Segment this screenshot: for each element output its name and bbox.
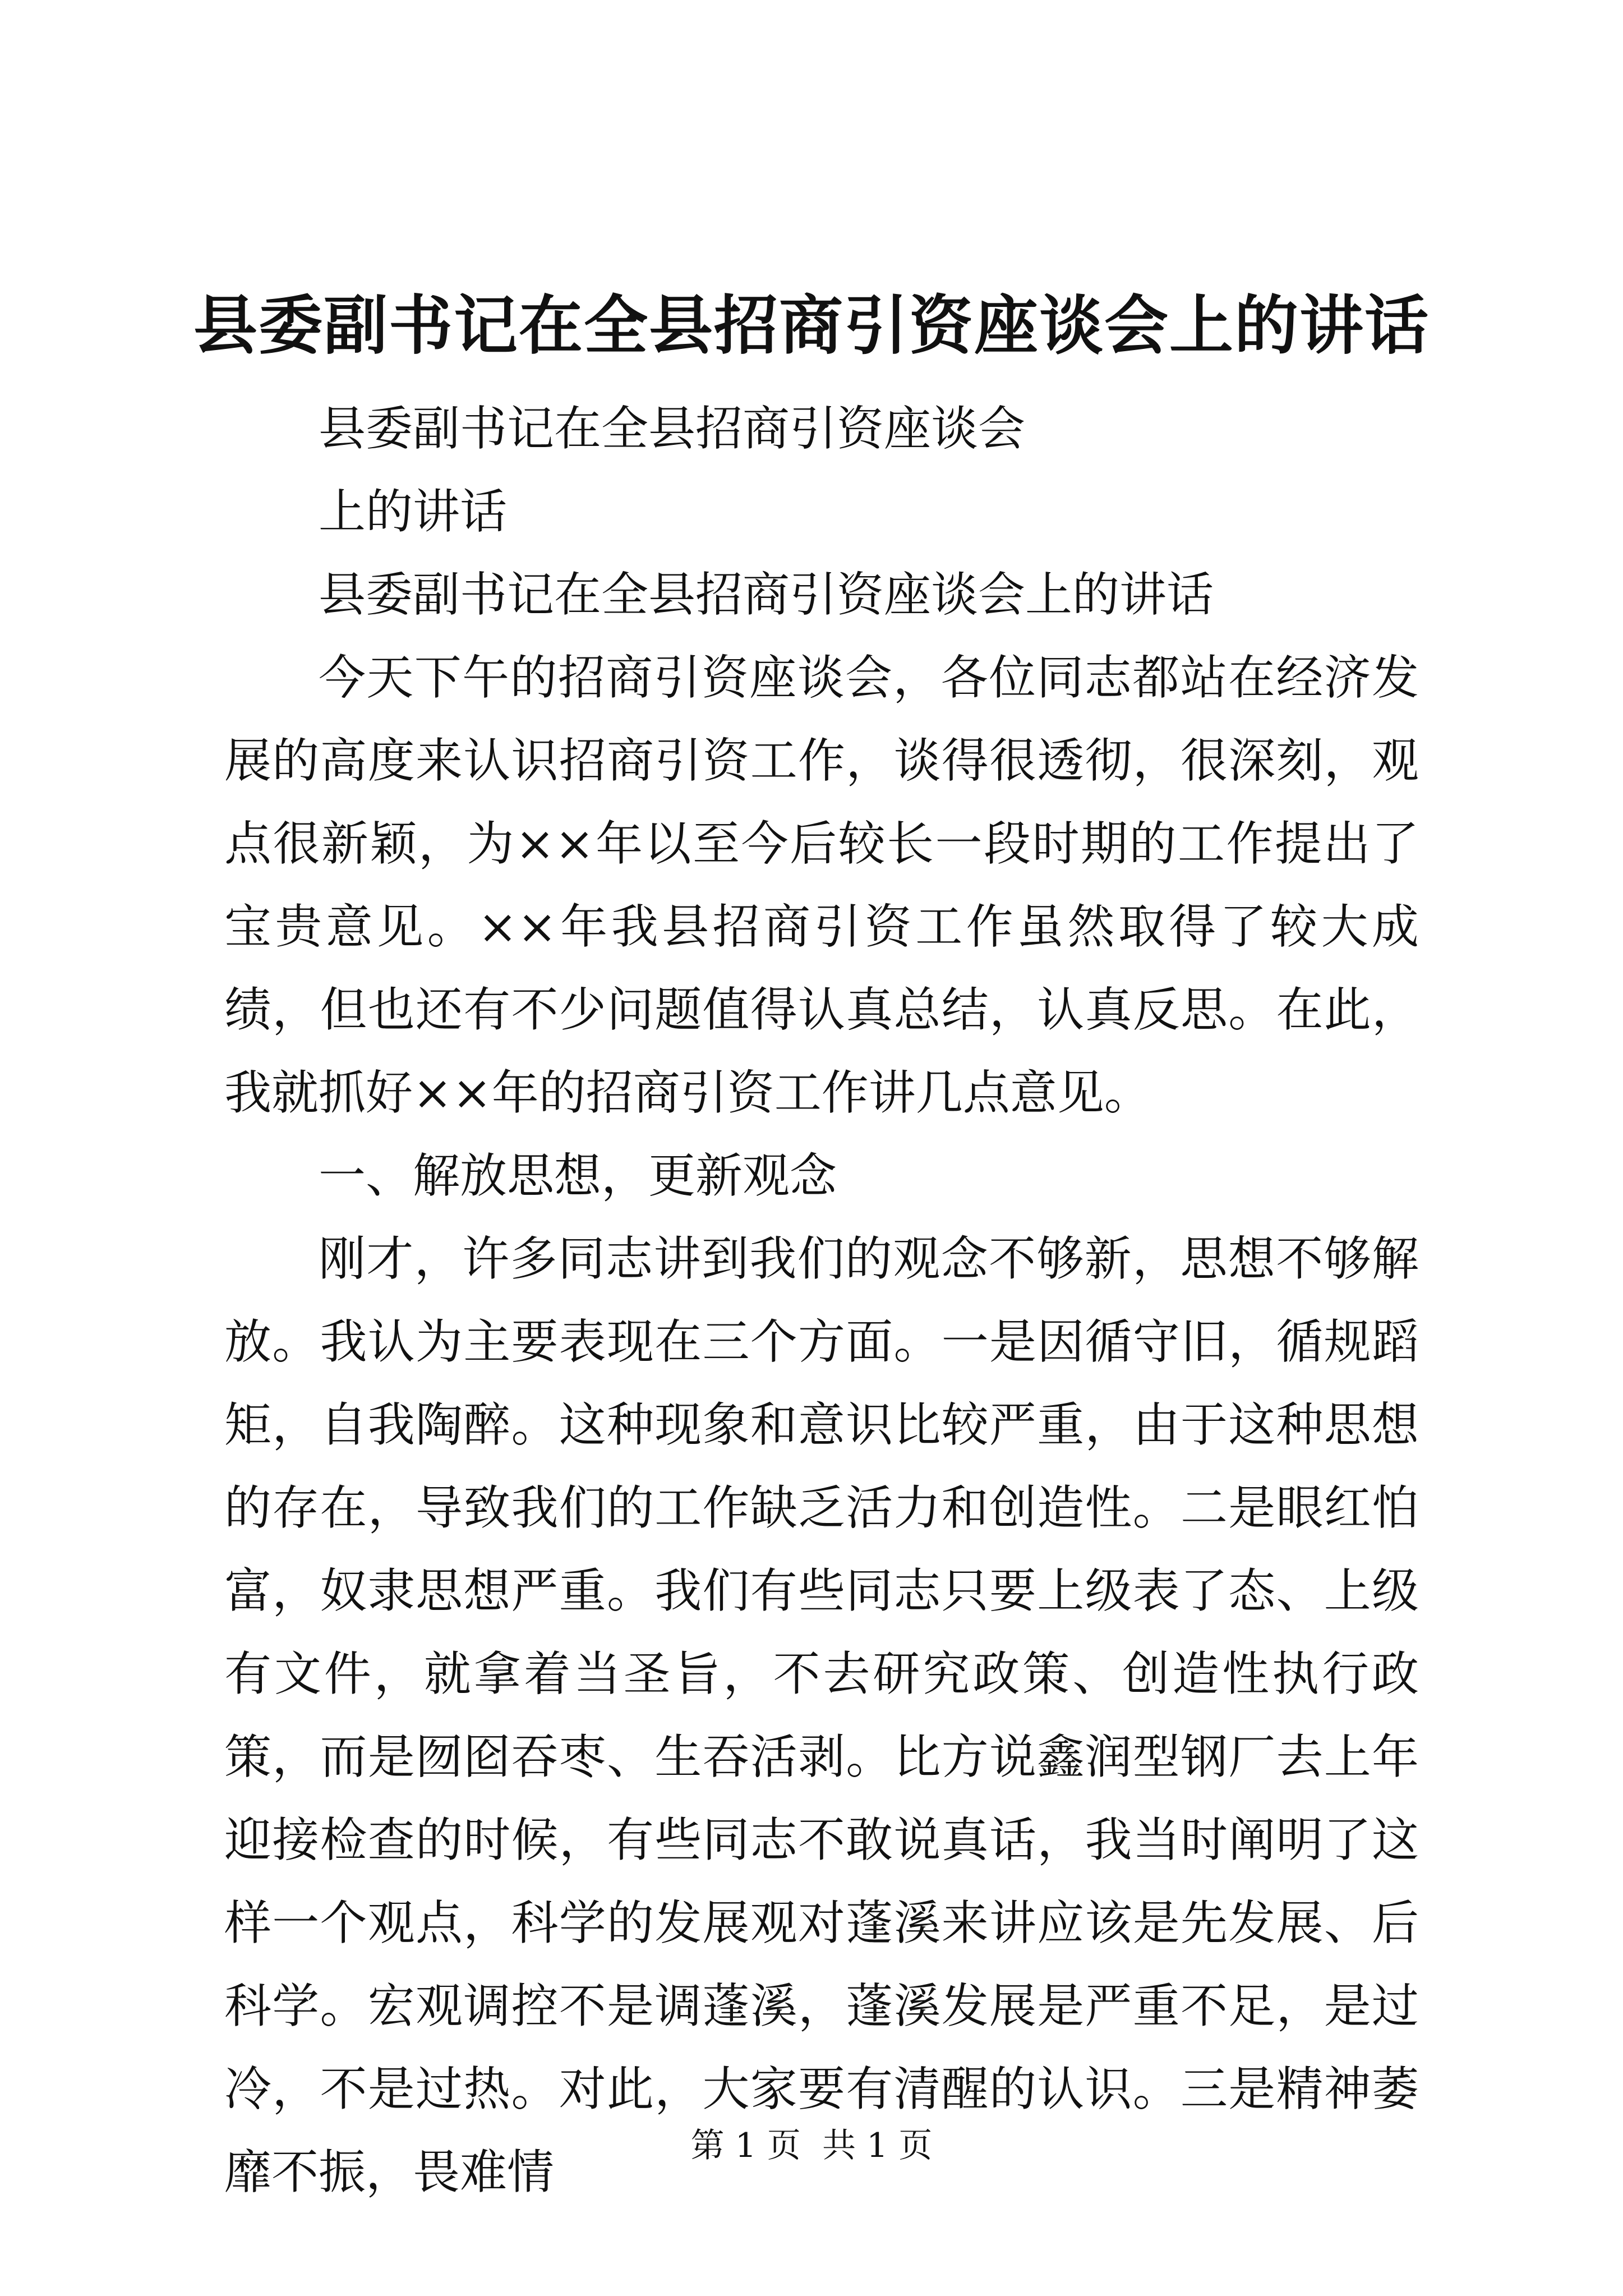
intro-paragraph: 今天下午的招商引资座谈会，各位同志都站在经济发展的高度来认识招商引资工作，谈得很透彻，很深刻，观点很新颖，为××年以至今后较长一段时期的工作提出了宝贵意见。××年我县招商引资工作虽然取得了较大成绩，但也还有不少问题值得认真总结，认真反思。在此，我就抓好××年的招商引资工作讲几点意见。: [224, 650, 1419, 1120]
page-footer: 第 1 页 共 1 页: [690, 2126, 933, 2165]
repeated-title-line: 县委副书记在全县招商引资座谈会上的讲话: [319, 567, 1214, 622]
document-body: [224, 387, 1419, 2214]
document-title: 县委副书记在全县招商引资座谈会上的讲话: [193, 288, 1430, 363]
subtitle-line-1: 县委副书记在全县招商引资座谈会: [319, 401, 1026, 456]
subtitle-line-2: 上的讲话: [319, 484, 508, 539]
section-heading: 一、解放思想，更新观念: [319, 1148, 837, 1203]
section-paragraph: 刚才，许多同志讲到我们的观念不够新，思想不够解放。我认为主要表现在三个方面。一是因循守旧，循规蹈矩，自我陶醉。这种现象和意识比较严重，由于这种思想的存在，导致我们的工作缺乏活力和创造性。二是眼红怕富，奴隶思想严重。我们有些同志只要上级表了态、上级有文件，就拿着当圣旨，不去研究政策、创造性执行政策，而是囫囵吞枣、生吞活剥。比方说鑫润型钢厂去上年迎接检查的时候，有些同志不敢说真话，我当时阐明了这样一个观点，科学的发展观对蓬溪来讲应该是先发展、后科学。宏观调控不是调蓬溪，蓬溪发展是严重不足，是过冷，不是过热。对此，大家要有清醒的认识。三是精神萎靡不振，畏难情: [224, 1231, 1419, 2200]
